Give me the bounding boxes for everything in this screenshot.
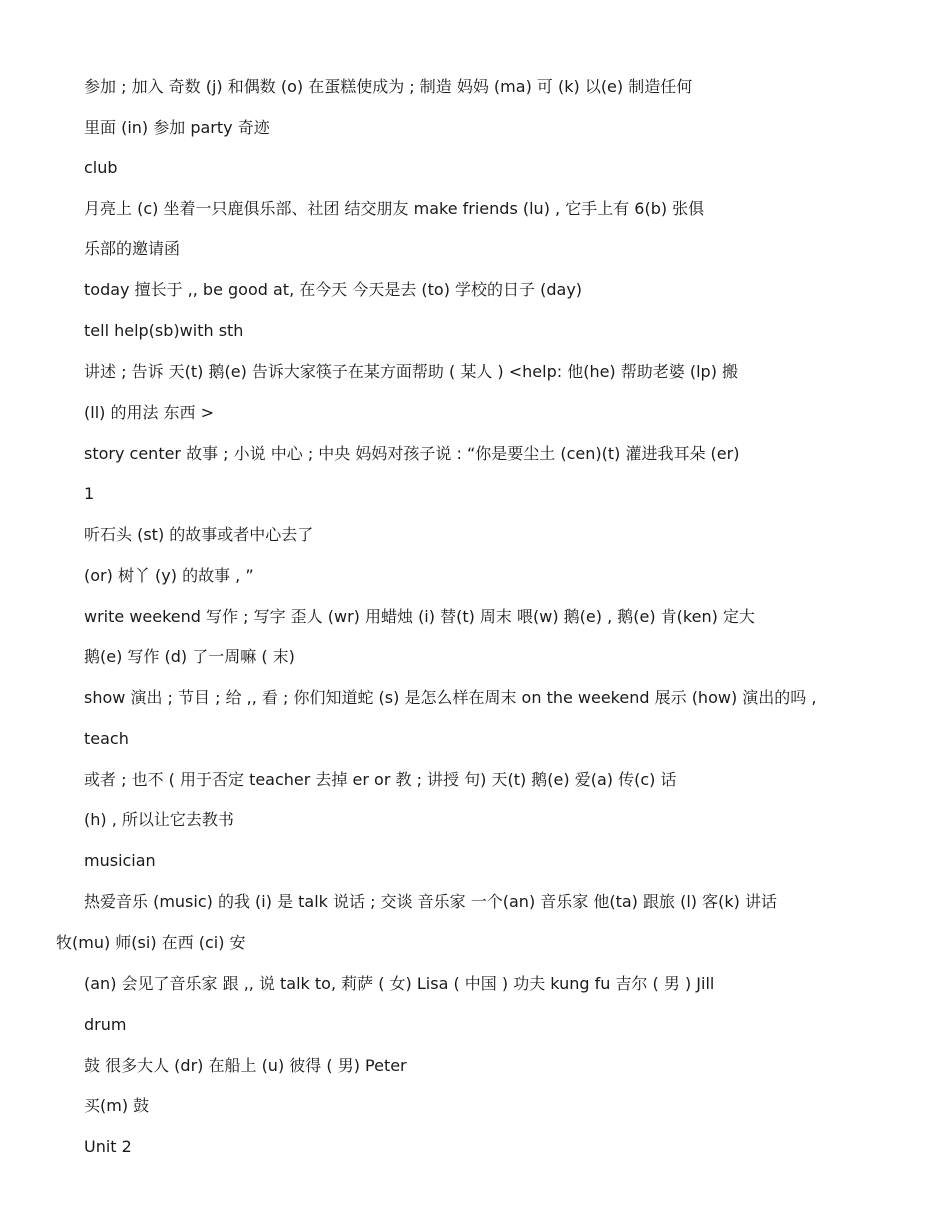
text-line: 热爱音乐 (music) 的我 (i) 是 talk 说话 ; 交谈 音乐家 一个(an) 音乐家 他(ta) 跟旅 (l) 客(k) 讲话 xyxy=(84,892,777,911)
text-line: 乐部的邀请函 xyxy=(84,239,181,258)
text-line: 鼓 很多大人 (dr) 在船上 (u) 彼得 ( 男) Peter xyxy=(84,1056,407,1075)
text-line: write weekend 写作 ; 写字 歪人 (wr) 用蜡烛 (i) 替(t) 周末 喂(w) 鹅(e) , 鹅(e) 肯(ken) 定大 xyxy=(84,607,755,626)
text-line: club xyxy=(84,158,118,177)
text-line: 牧(mu) 师(si) 在西 (ci) 安 xyxy=(56,933,246,952)
text-line: 讲述 ; 告诉 天(t) 鹅(e) 告诉大家筷子在某方面帮助 ( 某人 ) <help: 他(he) 帮助老婆 (lp) 搬 xyxy=(84,362,739,381)
text-line: 里面 (in) 参加 party 奇迹 xyxy=(84,118,270,137)
text-line: story center 故事 ; 小说 中心 ; 中央 妈妈对孩子说 : “你是要尘土 (cen)(t) 灌进我耳朵 (er) xyxy=(84,444,740,463)
text-line: teach xyxy=(84,729,129,748)
text-line: tell help(sb)with sth xyxy=(84,321,244,340)
text-line: show 演出 ; 节目 ; 给 ,, 看 ; 你们知道蛇 (s) 是怎么样在周末 on the weekend 展示 (how) 演出的吗 , xyxy=(84,688,817,707)
text-line: 听石头 (st) 的故事或者中心去了 xyxy=(84,525,314,544)
text-line: 买(m) 鼓 xyxy=(84,1096,150,1115)
text-line: (or) 树丫 (y) 的故事 , ” xyxy=(84,566,254,585)
text-line: today 擅长于 ,, be good at, 在今天 今天是去 (to) 学校的日子 (day) xyxy=(84,280,583,299)
text-line: 参加 ; 加入 奇数 (j) 和偶数 (o) 在蛋糕使成为 ; 制造 妈妈 (ma) 可 (k) 以(e) 制造任何 xyxy=(84,77,693,96)
text-line: 1 xyxy=(84,484,95,503)
text-line: 鹅(e) 写作 (d) 了一周嘛 ( 末) xyxy=(84,647,295,666)
text-line: musician xyxy=(84,851,156,870)
text-line: (an) 会见了音乐家 跟 ,, 说 talk to, 莉萨 ( 女) Lisa ( 中国 ) 功夫 kung fu 吉尔 ( 男 ) Jill xyxy=(84,974,715,993)
text-line: 或者 ; 也不 ( 用于否定 teacher 去掉 er or 教 ; 讲授 句) 天(t) 鹅(e) 爱(a) 传(c) 话 xyxy=(84,770,677,789)
text-line: (ll) 的用法 东西 > xyxy=(84,403,215,422)
text-line: (h) , 所以让它去教书 xyxy=(84,810,234,829)
text-line: Unit 2 xyxy=(84,1137,132,1156)
text-line: 月亮上 (c) 坐着一只鹿俱乐部、社团 结交朋友 make friends (lu) , 它手上有 6(b) 张俱 xyxy=(84,199,705,218)
text-line: drum xyxy=(84,1015,127,1034)
